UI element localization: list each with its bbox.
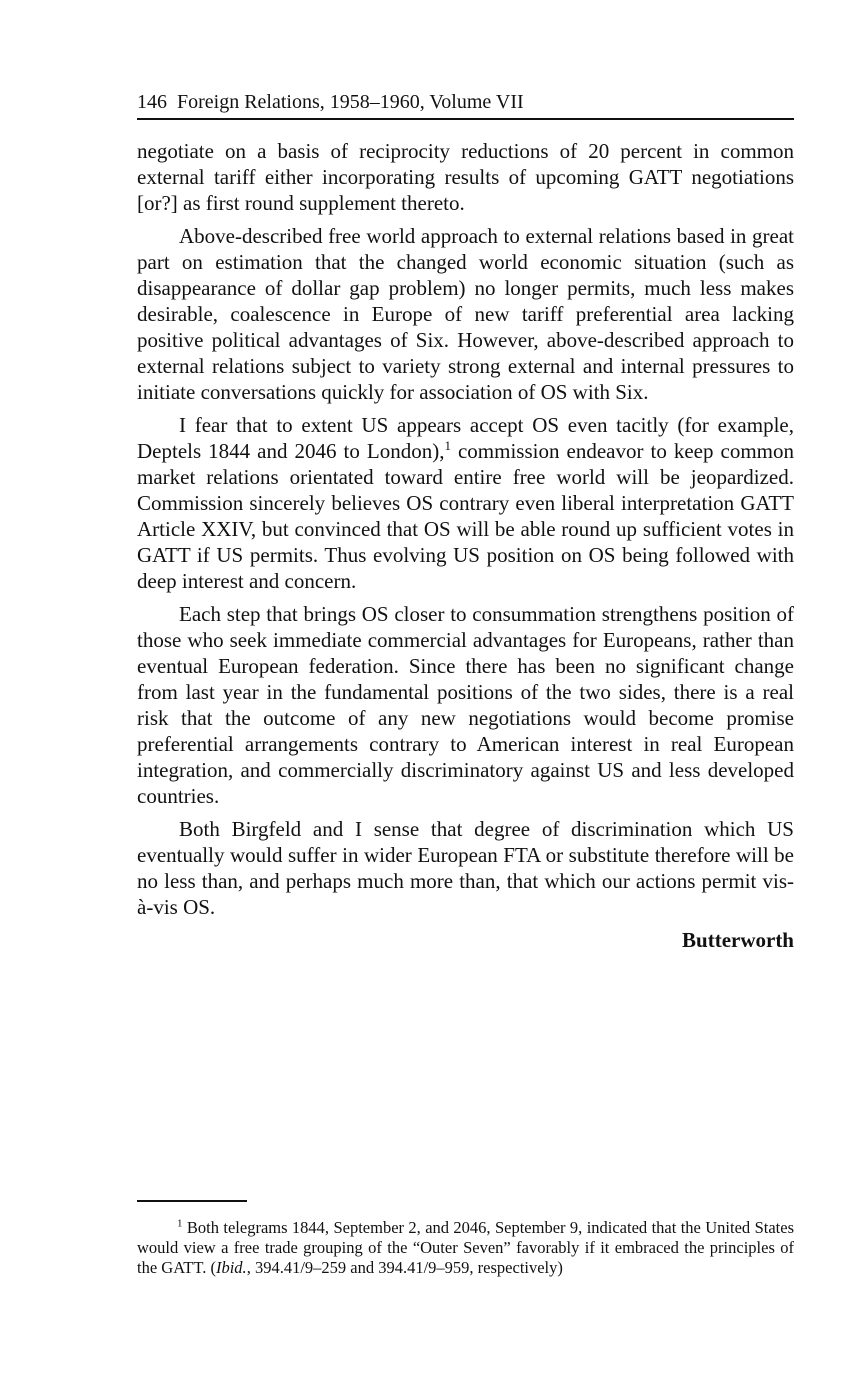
paragraph-4: Each step that brings OS closer to consummation strengthens position of those who seek immediate commercial advantages for Europeans, rather than eventual European federation. Since there has been no significant change from last year in the fundamental positions of the two sides, there is a real risk that the outcome of any new negotiations would become promise preferential arrangements contrary to American interest in real European integration, and commercially discriminatory against US and less developed countries. bbox=[137, 602, 794, 808]
footnote bbox=[137, 1218, 794, 1278]
paragraph-3-text-b: commission endeavor to keep common market relations orientated toward entire free world will be jeopardized. Commission sincerely believes OS contrary even liberal interpretation GATT Article XXIV, but convinced that OS will be able round up sufficient votes in GATT if US permits. Thus evolving US position on OS being followed with deep interest and concern. bbox=[137, 439, 794, 593]
footnote-reference: 1 bbox=[444, 438, 451, 453]
footnote-ibid: Ibid. bbox=[215, 1258, 247, 1277]
footnote-divider bbox=[137, 1200, 247, 1202]
body-text bbox=[137, 138, 794, 953]
paragraph-5: Both Birgfeld and I sense that degree of discrimination which US eventually would suffer in wider European FTA or substitute therefore will be no less than, and perhaps much more than, that which our actions permit vis-à-vis OS. bbox=[137, 817, 794, 919]
footnote-text-b: , 394.41/9–259 and 394.41/9–959, respectively) bbox=[246, 1258, 563, 1277]
paragraph-1: negotiate on a basis of reciprocity reductions of 20 percent in common external tariff either incorporating results of upcoming GATT negotiations [or?] as first round supplement thereto. bbox=[137, 139, 794, 215]
paragraph-3-text-a: I fear that to extent US appears accept OS even tacitly (for example, Deptels 1844 and 2046 to London), bbox=[137, 413, 794, 463]
footnote-text-a: Both telegrams 1844, September 2, and 2046, September 9, indicated that the United States would view a free trade grouping of the “Outer Seven” favorably if it embraced the principles of the GATT. ( bbox=[137, 1218, 794, 1277]
footnote-marker: 1 bbox=[177, 1217, 183, 1230]
signature: Butterworth bbox=[682, 928, 794, 952]
page-number: 146 bbox=[137, 91, 167, 113]
volume-title: Foreign Relations, 1958–1960, Volume VII bbox=[177, 91, 524, 113]
document-page bbox=[137, 88, 794, 953]
running-head bbox=[137, 88, 794, 120]
paragraph-3 bbox=[137, 412, 794, 594]
paragraph-2: Above-described free world approach to external relations based in great part on estimation that the changed world economic situation (such as disappearance of dollar gap problem) no longer permits, much less makes desirable, coalescence in Europe of new tariff preferential area lacking positive political advantages of Six. However, above-described approach to external relations subject to variety strong external and internal pressures to initiate conversations quickly for association of OS with Six. bbox=[137, 224, 794, 404]
